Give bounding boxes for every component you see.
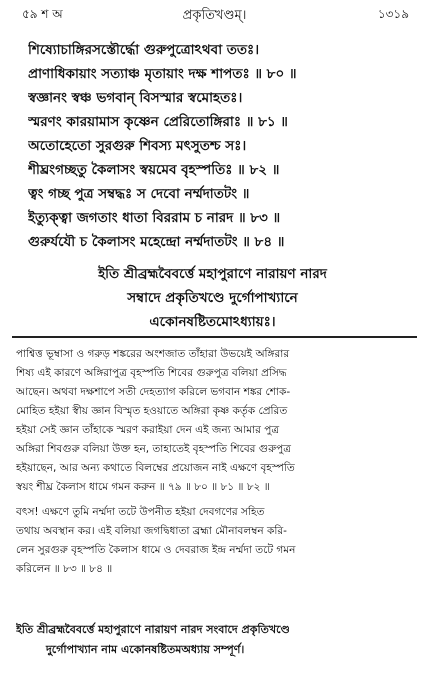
verse-line: শীঘ্রংগচ্ছতু কৈলাসং স্বয়মেব বৃহস্পতিঃ ॥ ৮২ ॥	[28, 162, 280, 178]
verse-line: ইত্যুক্ত্বা জগতাং ধাতা বিররাম চ নারদ ॥ ৮৩ ॥	[28, 210, 281, 226]
commentary-line: করিলেন ॥ ৮৩ ॥ ৮৪ ॥	[16, 563, 113, 575]
commentary-line: মোহিত হইয়া স্বীয় জ্ঞান বিস্মৃত হওয়াতে অঙ্গিরা কৃষ্ণ কর্তৃক প্রেরিত	[16, 405, 288, 417]
verse-line: স্বজ্ঞানং স্বঞ্চ ভগবান্ বিসস্মার স্বমোহতঃ।	[28, 90, 243, 106]
verse-line: অতোহেতো সুরগুরু শিবস্য মৎসুতশ্চ সঃ।	[28, 138, 247, 154]
commentary-line: স্বয়ং শীঘ্র কৈলাস ধামে গমন করুন ॥ ৭৯ ॥ ৮০ ॥ ৮১ ॥ ৮২ ॥	[16, 481, 270, 493]
chapter-colophon	[0, 262, 425, 334]
verse-line: স্মরণং কারয়ামাস কৃষ্ণেন প্রেরিতোঙ্গিরাঃ ॥ ৮১ ॥	[28, 114, 288, 130]
chapter-reference: ৫৯ শ অ	[22, 7, 63, 21]
commentary-line: আছেন। অথবা দক্ষশাপে সতী দেহত্যাগ করিলে ভগবান শঙ্কর শোক-	[16, 386, 291, 398]
verse-line: গুরুর্যযৌ চ কৈলাসং মহেন্দ্রো নর্ম্মদাতটং ॥ ৮৪ ॥	[28, 234, 285, 250]
colophon-line: ইতি শ্রীব্রহ্মবৈবর্ত্তে মহাপুরাণে নারায়ণ নারদ	[98, 266, 327, 282]
colophon-line: সম্বাদে প্রকৃতিখণ্ডে দুর্গোপাখ্যানে	[127, 290, 298, 306]
verse-line: ত্বং গচ্ছ পুত্র সম্বদ্ধঃ স দেবো নর্ম্মদাতটং ॥	[28, 186, 250, 202]
page-header	[14, 6, 415, 26]
commentary-line: পাশ্বিত্ত ভূম্বাসা ও গরুড় শঙ্করের অংশজাত তাঁহারা উভয়েই অঙ্গিরার	[16, 348, 290, 360]
commentary-line: তথায় অবস্থান কর। এই বলিয়া জগদ্বিধাতা ব্রহ্মা মৌনাবলম্বন করি-	[16, 525, 287, 537]
colophon-line: একোনষষ্টিতমোঽধ্যায়ঃ।	[149, 314, 276, 330]
closing-line: দুর্গোপাখ্যান নাম একোনষষ্টিতমঅধ্যায় সম্পূর্ণ।	[46, 643, 245, 656]
commentary-text	[16, 345, 415, 579]
commentary-line: হইয়া সেই জ্ঞান তাঁহাকে স্মরণ করাইয়া দেন এই জন্য আমার পুত্র	[16, 424, 280, 436]
commentary-line: লেন সুরগুরু বৃহস্পতি কৈলাস ধামে ও দেবরাজ ইন্দ্র নর্ম্মদা তটে গমন	[16, 544, 296, 556]
page-number: ১৩১৯	[377, 7, 409, 21]
closing-line: ইতি শ্রীব্রহ্মবৈবর্ত্তে মহাপুরাণে নারায়ণ নারদ সংবাদে প্রকৃতিখণ্ডে	[16, 623, 290, 636]
section-divider	[12, 336, 417, 338]
commentary-line: হইয়াছেন, আর অন্য কথাতে বিলম্বের প্রয়োজন নাই এক্ষণে বৃহস্পতি	[16, 462, 295, 474]
closing-colophon	[16, 620, 415, 660]
commentary-line: শিষ্য এই কারণে অঙ্গিরাপুত্র বৃহস্পতি শিবের গুরুপুত্র বলিয়া প্রসিদ্ধ	[16, 367, 287, 379]
commentary-line: বৎস! এক্ষণে তুমি নর্ম্মদা তটে উপনীত হইয়া দেবগণের সহিত	[16, 506, 265, 518]
sanskrit-verses	[28, 38, 419, 254]
verse-line: শিষ্যোচাঙ্গিরসস্তৌর্দ্ধো গুরুপুত্রোঽথবা ততঃ।	[28, 42, 260, 58]
verse-line: প্রাণাধিকায়াং সত্যাঞ্চ মৃতায়াং দক্ষ শাপতঃ ॥ ৮০ ॥	[28, 66, 297, 82]
section-title: প্রকৃতিখণ্ডম্।	[182, 8, 247, 23]
commentary-line: অঙ্গিরা শিবগুরু বলিয়া উক্ত হন, তাহাতেই বৃহস্পতি শিবের গুরুপুত্র	[16, 443, 292, 455]
